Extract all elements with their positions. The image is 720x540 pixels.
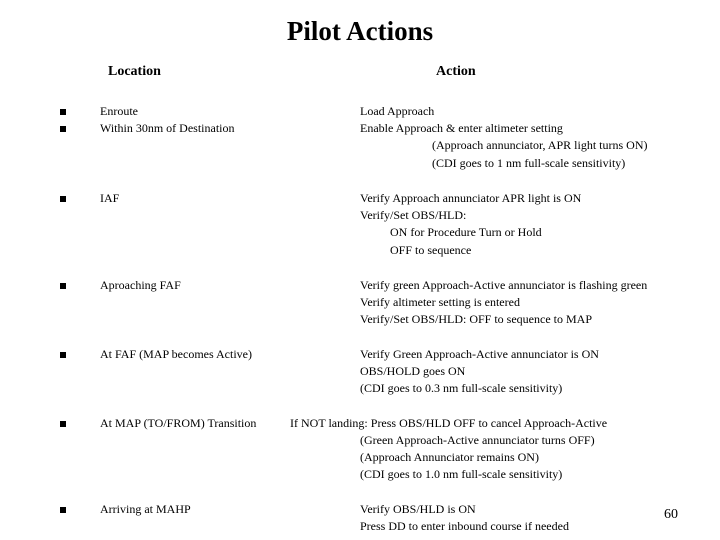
action-line: Verify/Set OBS/HLD: [360, 208, 467, 222]
location-at-faf: At FAF (MAP becomes Active) [100, 347, 252, 361]
action-line: Verify OBS/HLD is ON [360, 502, 476, 516]
action-line: Enable Approach & enter altimeter setting [360, 121, 563, 135]
action-line: (CDI goes to 1 nm full-scale sensitivity) [432, 156, 626, 170]
action-line: ON for Procedure Turn or Hold [390, 225, 542, 239]
action-line: Verify Green Approach-Active annunciator is ON [360, 347, 599, 361]
location-at-map: At MAP (TO/FROM) Transition [100, 416, 257, 430]
action-line: Load Approach [360, 104, 435, 118]
page-title: Pilot Actions [286, 16, 434, 46]
page-number: 60 [664, 507, 678, 522]
location-column-header: Location [108, 64, 161, 79]
action-line: (CDI goes to 0.3 nm full-scale sensitivity) [360, 381, 563, 395]
action-line: (CDI goes to 1.0 nm full-scale sensitivity) [360, 467, 563, 481]
bullet-icon [60, 126, 66, 132]
bullet-icon [60, 421, 66, 427]
action-line: Press DD to enter inbound course if needed [360, 519, 569, 533]
bullet-icon [60, 109, 66, 115]
location-arriving-mahp: Arriving at MAHP [100, 502, 191, 516]
action-column-header: Action [436, 64, 476, 79]
action-line: Verify altimeter setting is entered [360, 295, 520, 309]
bullet-icon [60, 352, 66, 358]
action-line: If NOT landing: Press OBS/HLD OFF to cancel Approach-Active [290, 416, 608, 430]
action-line: (Approach Annunciator remains ON) [360, 450, 539, 464]
location-within-30nm: Within 30nm of Destination [100, 121, 235, 135]
action-line: (Approach annunciator, APR light turns ON) [432, 138, 648, 152]
location-approaching-faf: Aproaching FAF [100, 278, 181, 292]
bullet-icon [60, 283, 66, 289]
bullet-icon [60, 196, 66, 202]
location-enroute: Enroute [100, 104, 138, 118]
bullet-icon [60, 507, 66, 513]
location-iaf: IAF [100, 191, 120, 205]
action-line: Verify green Approach-Active annunciator is flashing green [360, 278, 648, 292]
action-line: (Green Approach-Active annunciator turns OFF) [360, 433, 595, 447]
action-line: OFF to sequence [390, 243, 472, 257]
action-line: Verify/Set OBS/HLD: OFF to sequence to MAP [360, 312, 592, 326]
action-line: Verify Approach annunciator APR light is ON [360, 191, 582, 205]
action-line: OBS/HOLD goes ON [360, 364, 466, 378]
